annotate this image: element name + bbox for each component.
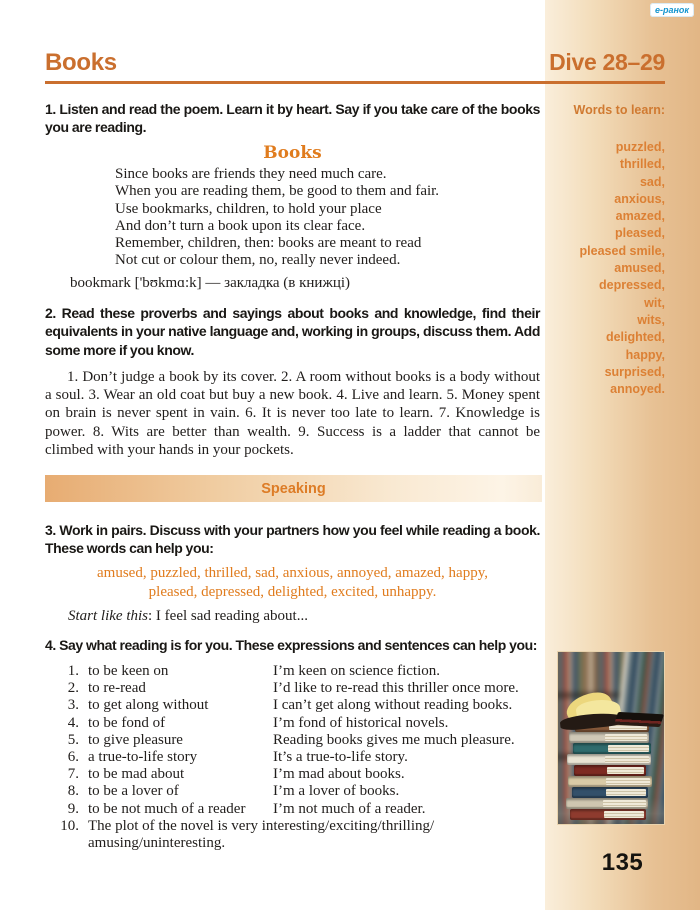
expression-phrase: to be not much of a reader [88,800,246,817]
expression-phrase: to be mad about [88,766,185,783]
word-to-learn: amused, [614,261,665,276]
expression-phrase: to re-read [88,680,146,697]
expression-row [45,697,542,714]
word-to-learn: pleased smile, [579,243,665,258]
expression-sentence: I’d like to re-read this thriller once more. [273,680,519,697]
poem-line: And don’t turn a book upon its clear face. [115,217,366,234]
expression-number: 10. [60,817,79,834]
poem-line: When you are reading them, be good to them and fair. [115,183,440,200]
open-book-right [614,712,664,727]
task-1-heading: 1. Listen and read the poem. Learn it by heart. Say if you take care of the books you are reading. [45,101,540,136]
poem-line: Not cut or colour them, no, really never indeed. [115,252,401,269]
proverbs-paragraph: 1. Don’t judge a book by its cover. 2. A room without books is a body without a soul. 3. Wear an old coat but buy a new book. 4. Live and learn. 5. Money spent on brain is never spent in vain. 6. It is never too late to learn. 7. Knowledge is power. 8. Wits are better than wealth. 9. Success is a ladder that cannot be climbed with your hands in your pockets. [45,369,540,458]
word-to-learn: sad, [639,174,665,189]
expression-sentence: I can’t get along without reading books. [273,697,513,714]
expression-row [45,663,542,680]
poem-title: Books [263,143,322,163]
word-to-learn: delighted, [605,330,665,345]
expression-row [45,801,542,818]
expression-phrase: to be keen on [88,663,169,679]
word-to-learn: wit, [644,295,665,310]
poem-line: Since books are friends they need much care. [115,166,387,182]
expression-number: 6. [67,749,79,766]
expression-number: 7. [67,766,79,783]
page-number: 135 [601,849,644,876]
expression-phrase: a true-to-life story [88,749,198,766]
start-like-this [68,608,538,625]
expression-sentence: Reading books gives me much pleasure. [273,731,515,748]
words-to-learn-title: Words to learn: [573,103,665,117]
expression-row [45,732,542,749]
header-rule [45,81,665,84]
expression-sentence: I’m a lover of books. [273,783,400,800]
start-like-rest: : I feel sad reading about... [148,608,308,624]
word-to-learn: depressed, [598,278,665,293]
expression-sentence: I’m keen on science fiction. [273,663,441,679]
start-like-intro: Start like this [68,608,148,624]
words-to-learn-list [555,139,665,398]
task-4-heading: 4. Say what reading is for you. These expressions and sentences can help you: [45,637,538,653]
vocab-note: bookmark ['bʊkmɑ:k] — закладка (в книжці) [70,275,351,291]
poem-line: Use bookmarks, children, to hold your place [115,200,382,217]
expression-row [45,818,542,852]
open-book [560,678,662,728]
word-to-learn: annoyed. [610,382,665,397]
expression-row [45,783,542,800]
word-to-learn: anxious, [614,191,665,206]
expression-sentence: I’m mad about books. [273,766,405,783]
speaking-banner [45,475,542,502]
expression-number: 1. [67,663,79,679]
expression-number: 9. [67,800,79,817]
word-to-learn: happy, [625,347,665,362]
task-3-heading: 3. Work in pairs. Discuss with your partners how you feel while reading a book. These words can help you: [45,522,540,557]
word-to-learn: amazed, [615,209,665,224]
book-spine [566,798,648,809]
publisher-logo-text: е-ранок [654,5,689,15]
expression-row [45,766,542,783]
book-spine [572,787,648,798]
books-photo [557,651,665,825]
poem-line: Remember, children, then: books are meant to read [115,235,422,252]
expression-phrase: to get along without [88,697,209,714]
task-2-heading: 2. Read these proverbs and sayings about books and knowledge, find their equivalents in your native language and, working in groups, discuss them. Add some more if you know. [45,305,540,358]
book-spine [574,765,646,776]
expression-row [45,715,542,732]
book-spine [567,754,651,765]
word-to-learn: wits, [637,312,665,327]
feelings-line: amused, puzzled, thrilled, sad, anxious, annoyed, amazed, happy, [97,565,488,581]
word-to-learn: puzzled, [615,140,665,154]
expression-sentence [88,818,542,852]
book-spine [568,776,652,787]
word-to-learn: thrilled, [619,157,665,172]
expression-sentence: I’m not much of a reader. [273,800,426,817]
expressions-list [45,663,542,852]
publisher-logo [650,3,694,17]
expression-phrase: to be a lover of [88,783,179,800]
page-title: Books [45,49,117,76]
book-spine [570,809,646,820]
expression-number: 5. [67,731,79,748]
poem [115,166,535,270]
word-to-learn: pleased, [614,226,665,241]
expression-phrase: to give pleasure [88,731,183,748]
book-spine [569,732,649,743]
book-spine [573,743,651,754]
expression-row [45,680,542,697]
expression-phrase: to be fond of [88,714,166,731]
expression-number: 3. [67,697,79,714]
speaking-banner-label: Speaking [261,480,326,497]
expression-number: 8. [67,783,79,800]
expression-number: 2. [67,680,79,697]
feelings-word-list [45,564,540,602]
expression-number: 4. [67,714,79,731]
word-to-learn: surprised, [604,364,665,379]
feelings-line: pleased, depressed, delighted, excited, unhappy. [148,584,437,600]
expression-sentence-line: The plot of the novel is very interesting/exciting/thrilling/ [88,817,435,834]
expression-row [45,749,542,766]
expression-sentence: I’m fond of historical novels. [273,714,449,731]
expression-sentence-line: amusing/uninteresting. [88,835,226,852]
expression-sentence: It’s a true-to-life story. [273,749,408,766]
lesson-badge: Dive 28–29 [549,49,665,75]
